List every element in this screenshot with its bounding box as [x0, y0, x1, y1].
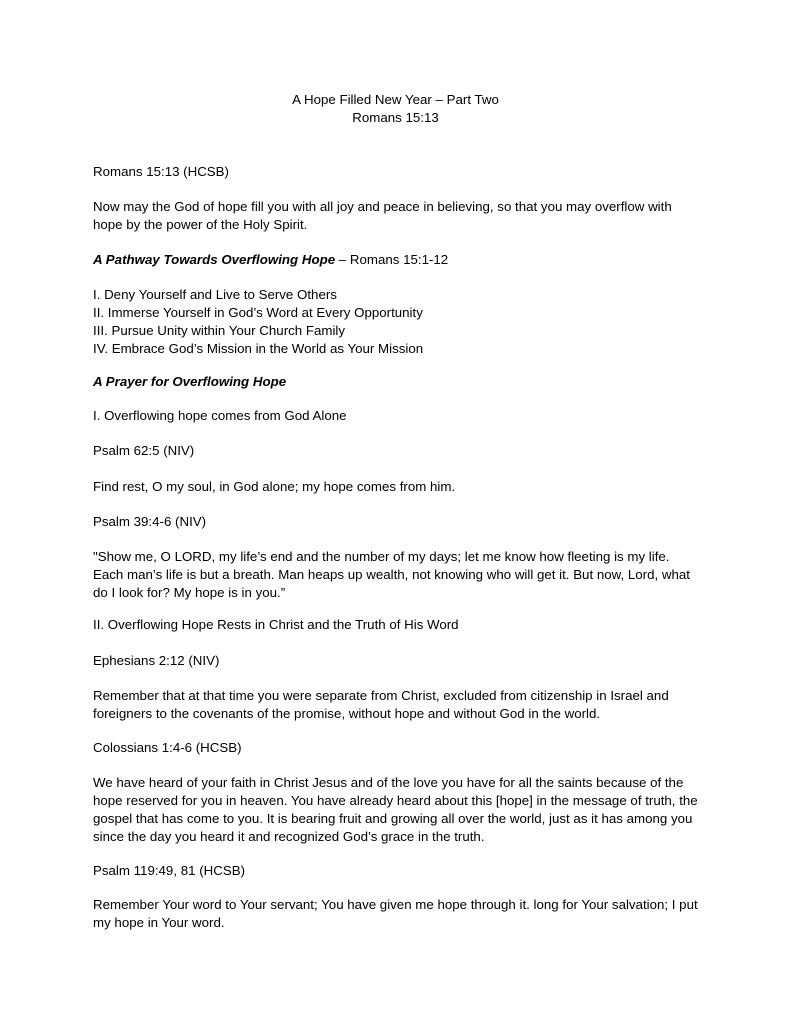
pathway-point: I. Deny Yourself and Live to Serve Others [93, 287, 337, 302]
psalm39-line: do I look for? My hope is in you.” [93, 585, 286, 600]
ephesians-text [93, 687, 705, 723]
pathway-point: IV. Embrace God’s Mission in the World as Your Mission [93, 341, 424, 356]
colossians-reference: Colossians 1:4-6 (HCSB) [93, 740, 242, 755]
document-title: A Hope Filled New Year – Part Two [292, 92, 499, 107]
psalm39-reference: Psalm 39:4-6 (NIV) [93, 514, 207, 529]
psalm39-text [93, 548, 705, 602]
pathway-separator: – [335, 252, 350, 267]
colossians-line: since the day you heard it and recognized God’s grace in the truth. [93, 829, 485, 844]
pathway-reference: Romans 15:1-12 [349, 252, 449, 267]
colossians-text [93, 774, 705, 846]
psalm39-line: Each man’s life is but a breath. Man heaps up wealth, not knowing who will get it. But now, Lord, what [93, 567, 690, 582]
intro-reference: Romans 15:13 (HCSB) [93, 164, 229, 179]
title-block [0, 91, 791, 127]
ephesians-reference: Ephesians 2:12 (NIV) [93, 653, 220, 668]
document-subtitle: Romans 15:13 [352, 110, 439, 125]
pathway-points [93, 286, 705, 358]
psalm39-line: "Show me, O LORD, my life’s end and the number of my days; let me know how fleeting is my life. [93, 549, 670, 564]
psalm119-line: my hope in Your word. [93, 915, 225, 930]
psalm119-reference: Psalm 119:49, 81 (HCSB) [93, 863, 245, 878]
colossians-line: hope reserved for you in heaven. You have already heard about this [hope] in the message of truth, the [93, 793, 698, 808]
pathway-heading: A Pathway Towards Overflowing Hope [93, 252, 336, 267]
psalm119-text [93, 896, 705, 932]
colossians-line: We have heard of your faith in Christ Jesus and of the love you have for all the saints because of the [93, 775, 684, 790]
pathway-point: III. Pursue Unity within Your Church Family [93, 323, 346, 338]
prayer-heading: A Prayer for Overflowing Hope [93, 374, 287, 389]
pathway-heading-line [93, 251, 705, 269]
psalm62-reference: Psalm 62:5 (NIV) [93, 443, 195, 458]
prayer-point-two: II. Overflowing Hope Rests in Christ and the Truth of His Word [93, 617, 459, 632]
psalm119-line: Remember Your word to Your servant; You have given me hope through it. long for Your salvation; I put [93, 897, 698, 912]
intro-verse-line: Now may the God of hope fill you with all joy and peace in believing, so that you may overflow with [93, 199, 672, 214]
psalm62-text: Find rest, O my soul, in God alone; my hope comes from him. [93, 479, 456, 494]
intro-verse [93, 198, 705, 234]
ephesians-line: foreigners to the covenants of the promise, without hope and without God in the world. [93, 706, 601, 721]
ephesians-line: Remember that at that time you were separate from Christ, excluded from citizenship in Israel and [93, 688, 669, 703]
pathway-point: II. Immerse Yourself in God’s Word at Every Opportunity [93, 305, 423, 320]
intro-verse-line: hope by the power of the Holy Spirit. [93, 217, 308, 232]
colossians-line: gospel that has come to you. It is bearing fruit and growing all over the world, just as it has among you [93, 811, 693, 826]
prayer-point-one: I. Overflowing hope comes from God Alone [93, 408, 347, 423]
